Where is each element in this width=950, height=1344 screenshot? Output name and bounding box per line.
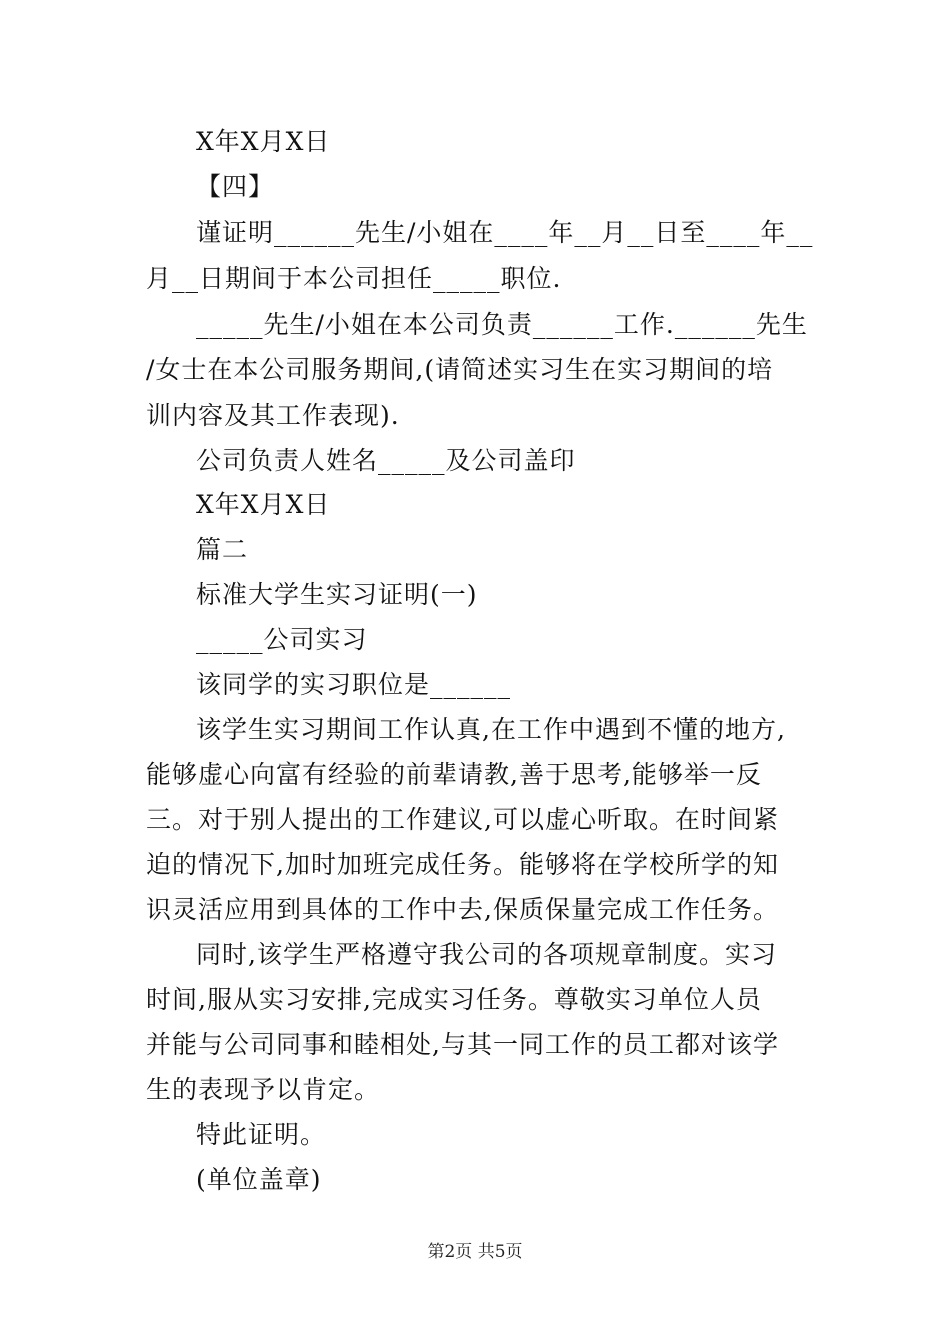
date-line: X年X月X日 <box>196 127 331 156</box>
signature-line: 公司负责人姓名_____及公司盖印 <box>196 446 576 475</box>
paragraph-line: 同时,该学生严格遵守我公司的各项规章制度。实习 <box>196 940 777 969</box>
seal-line: (单位盖章) <box>196 1165 322 1194</box>
paragraph-line: 谨证明______先生/小姐在____年__月__日至____年__ <box>196 218 814 247</box>
page-indicator: 第2页 共5页 <box>427 1242 523 1262</box>
paragraph-line: 迫的情况下,加时加班完成任务。能够将在学校所学的知 <box>146 850 779 879</box>
paragraph-line: 月__日期间于本公司担任_____职位. <box>146 264 562 293</box>
paragraph-line: 三。对于别人提出的工作建议,可以虚心听取。在时间紧 <box>146 805 779 834</box>
paragraph-line: 能够虚心向富有经验的前辈请教,善于思考,能够举一反 <box>146 760 762 789</box>
paragraph-line: _____先生/小姐在本公司负责______工作.______先生 <box>196 310 808 339</box>
closing-line: 特此证明。 <box>196 1120 327 1149</box>
date-line: X年X月X日 <box>196 490 331 519</box>
paragraph-line: 该学生实习期间工作认真,在工作中遇到不懂的地方, <box>196 715 786 744</box>
paragraph-line: 并能与公司同事和睦相处,与其一同工作的员工都对该学 <box>146 1030 779 1059</box>
paragraph-line: 生的表现予以肯定。 <box>146 1075 381 1104</box>
section-heading: 【四】 <box>196 172 275 201</box>
paragraph-line: 该同学的实习职位是______ <box>196 670 512 699</box>
paragraph-line: _____公司实习 <box>196 625 368 654</box>
paragraph-line: 训内容及其工作表现). <box>146 401 400 430</box>
paragraph-line: 识灵活应用到具体的工作中去,保质保量完成工作任务。 <box>146 895 779 924</box>
paragraph-line: 时间,服从实习安排,完成实习任务。尊敬实习单位人员 <box>146 985 762 1014</box>
document-title: 标准大学生实习证明(一) <box>196 580 478 609</box>
section-heading: 篇二 <box>196 535 249 564</box>
paragraph-line: /女士在本公司服务期间,(请简述实习生在实习期间的培 <box>146 355 774 384</box>
